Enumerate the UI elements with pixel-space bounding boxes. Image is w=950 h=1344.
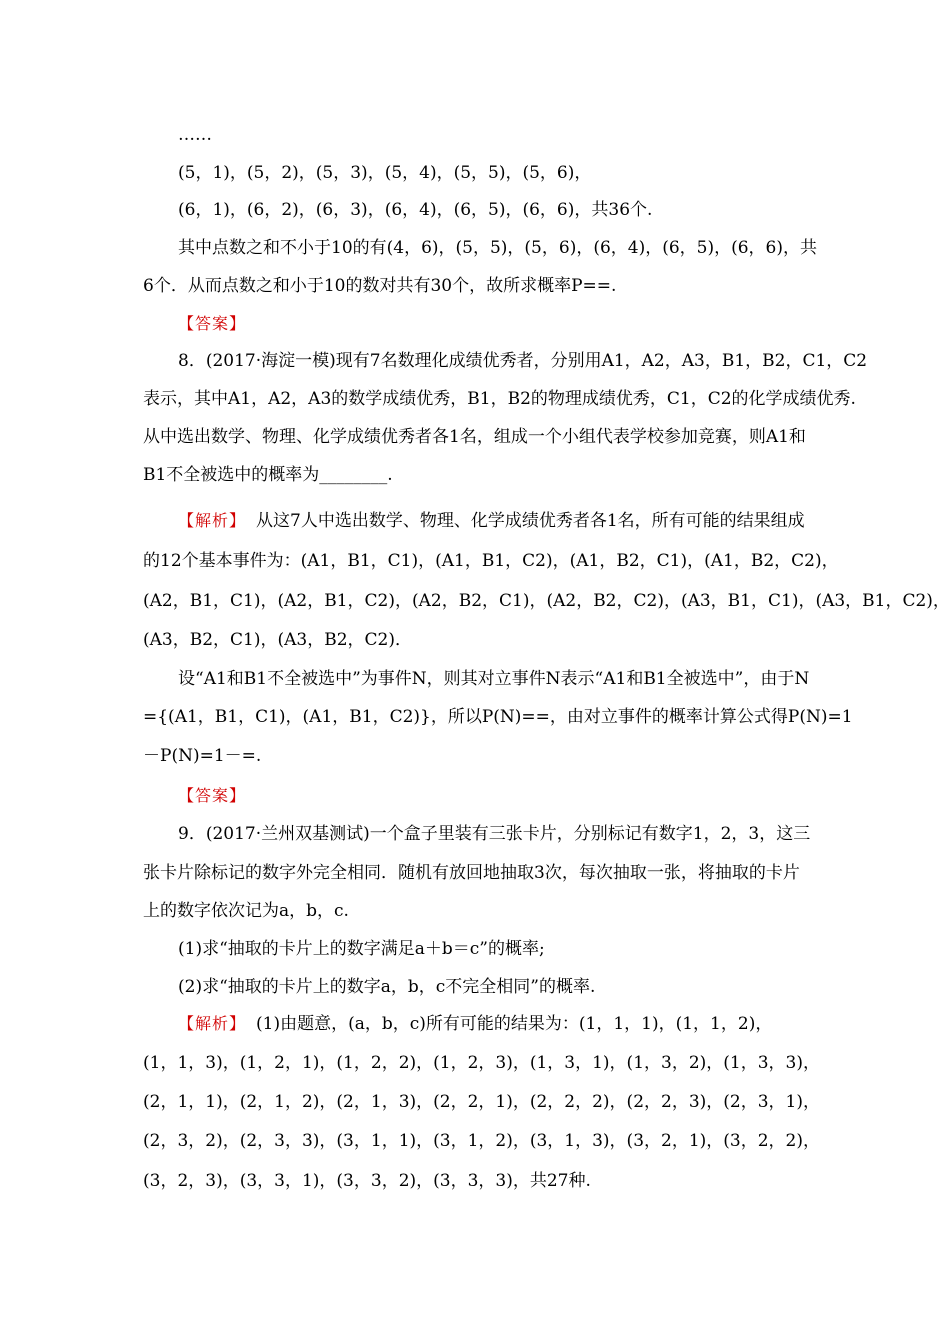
solution-8-line: (A3，B2，C1)，(A3，B2，C2)． — [143, 630, 412, 650]
question-9-line: 9．(2017·兰州双基测试)一个盒子里装有三张卡片，分别标记有数字1，2，3，这三 — [178, 824, 811, 844]
question-8-line: 从中选出数学、物理、化学成绩优秀者各1名，组成一个小组代表学校参加竞赛，则A1和 — [143, 427, 806, 447]
solution-8-line: 的12个基本事件为：(A1，B1，C1)，(A1，B1，C2)，(A1，B2，C1)，(A1，B2，C2)， — [143, 551, 839, 571]
solution-9-line: (3，2，3)，(3，3，1)，(3，3，2)，(3，3，3)，共27种. — [143, 1171, 591, 1191]
solution-8-line: (A2，B1，C1)，(A2，B1，C2)，(A2，B2，C1)，(A2，B2，C2)，(A3，B1，C1)，(A3，B1，C2)， — [143, 591, 950, 611]
answer-label — [178, 313, 808, 335]
pairs-row-5: (5，1)，(5，2)，(5，3)，(5，4)，(5，5)，(5，6)， — [178, 163, 592, 183]
answer-label — [178, 785, 808, 807]
answer-tag: 【答案】 — [178, 786, 247, 805]
pairs-row-6: (6，1)，(6，2)，(6，3)，(6，4)，(6，5)，(6，6)，共36个. — [178, 200, 653, 220]
solution-9-line: (2，3，2)，(2，3，3)，(3，1，1)，(3，1，2)，(3，1，3)，(3，2，1)，(3，2，2)， — [143, 1131, 820, 1151]
solution-9-line: (2，1，1)，(2，1，2)，(2，1，3)，(2，2，1)，(2，2，2)，(2，2，3)，(2，3，1)， — [143, 1092, 820, 1112]
question-9-part-2: (2)求“抽取的卡片上的数字a，b，c不完全相同”的概率. — [178, 977, 596, 997]
solution-9-text: (1)由题意，(a，b，c)所有可能的结果为：(1，1，1)，(1，1，2)， — [256, 1014, 773, 1034]
solution-8-line: 设“A1和B1不全被选中”为事件N，则其对立事件N表示“A1和B1全被选中”，由于N — [178, 669, 810, 689]
question-9-line: 张卡片除标记的数字外完全相同．随机有放回地抽取3次，每次抽取一张，将抽取的卡片 — [143, 863, 800, 883]
analysis-tag: 【解析】 — [178, 1014, 247, 1033]
question-8-line: 表示，其中A1，A2，A3的数学成绩优秀，B1，B2的物理成绩优秀，C1，C2的化学成绩优秀. — [143, 389, 856, 409]
answer-tag: 【答案】 — [178, 314, 247, 333]
question-8-line: 8．(2017·海淀一模)现有7名数理化成绩优秀者，分别用A1，A2，A3，B1，B2，C1，C2 — [178, 351, 868, 371]
question-9-part-1: (1)求“抽取的卡片上的数字满足a＋b＝c”的概率; — [178, 939, 545, 959]
question-9-line: 上的数字依次记为a，b，c. — [143, 901, 349, 921]
solution-8-text: 从这7人中选出数学、物理、化学成绩优秀者各1名，所有可能的结果组成 — [256, 511, 805, 531]
paragraph-line: 其中点数之和不小于10的有(4，6)，(5，5)，(5，6)，(6，4)，(6，5)，(6，6)，共 — [178, 238, 818, 258]
solution-8-line — [178, 510, 808, 532]
question-8-line: B1不全被选中的概率为________. — [143, 465, 393, 485]
ellipsis: …… — [178, 125, 212, 145]
solution-9-line: (1，1，3)，(1，2，1)，(1，2，2)，(1，2，3)，(1，3，1)，(1，3，2)，(1，3，3)， — [143, 1053, 820, 1073]
paragraph-line: 6个．从而点数之和小于10的数对共有30个，故所求概率P==. — [143, 276, 617, 296]
solution-9-line — [178, 1013, 808, 1035]
solution-8-line: －P(N)=1－=. — [143, 746, 262, 766]
analysis-tag: 【解析】 — [178, 511, 247, 530]
solution-8-line: ={(A1，B1，C1)，(A1，B1，C2)}，所以P(N)==，由对立事件的概率计算公式得P(N)=1 — [143, 707, 853, 727]
